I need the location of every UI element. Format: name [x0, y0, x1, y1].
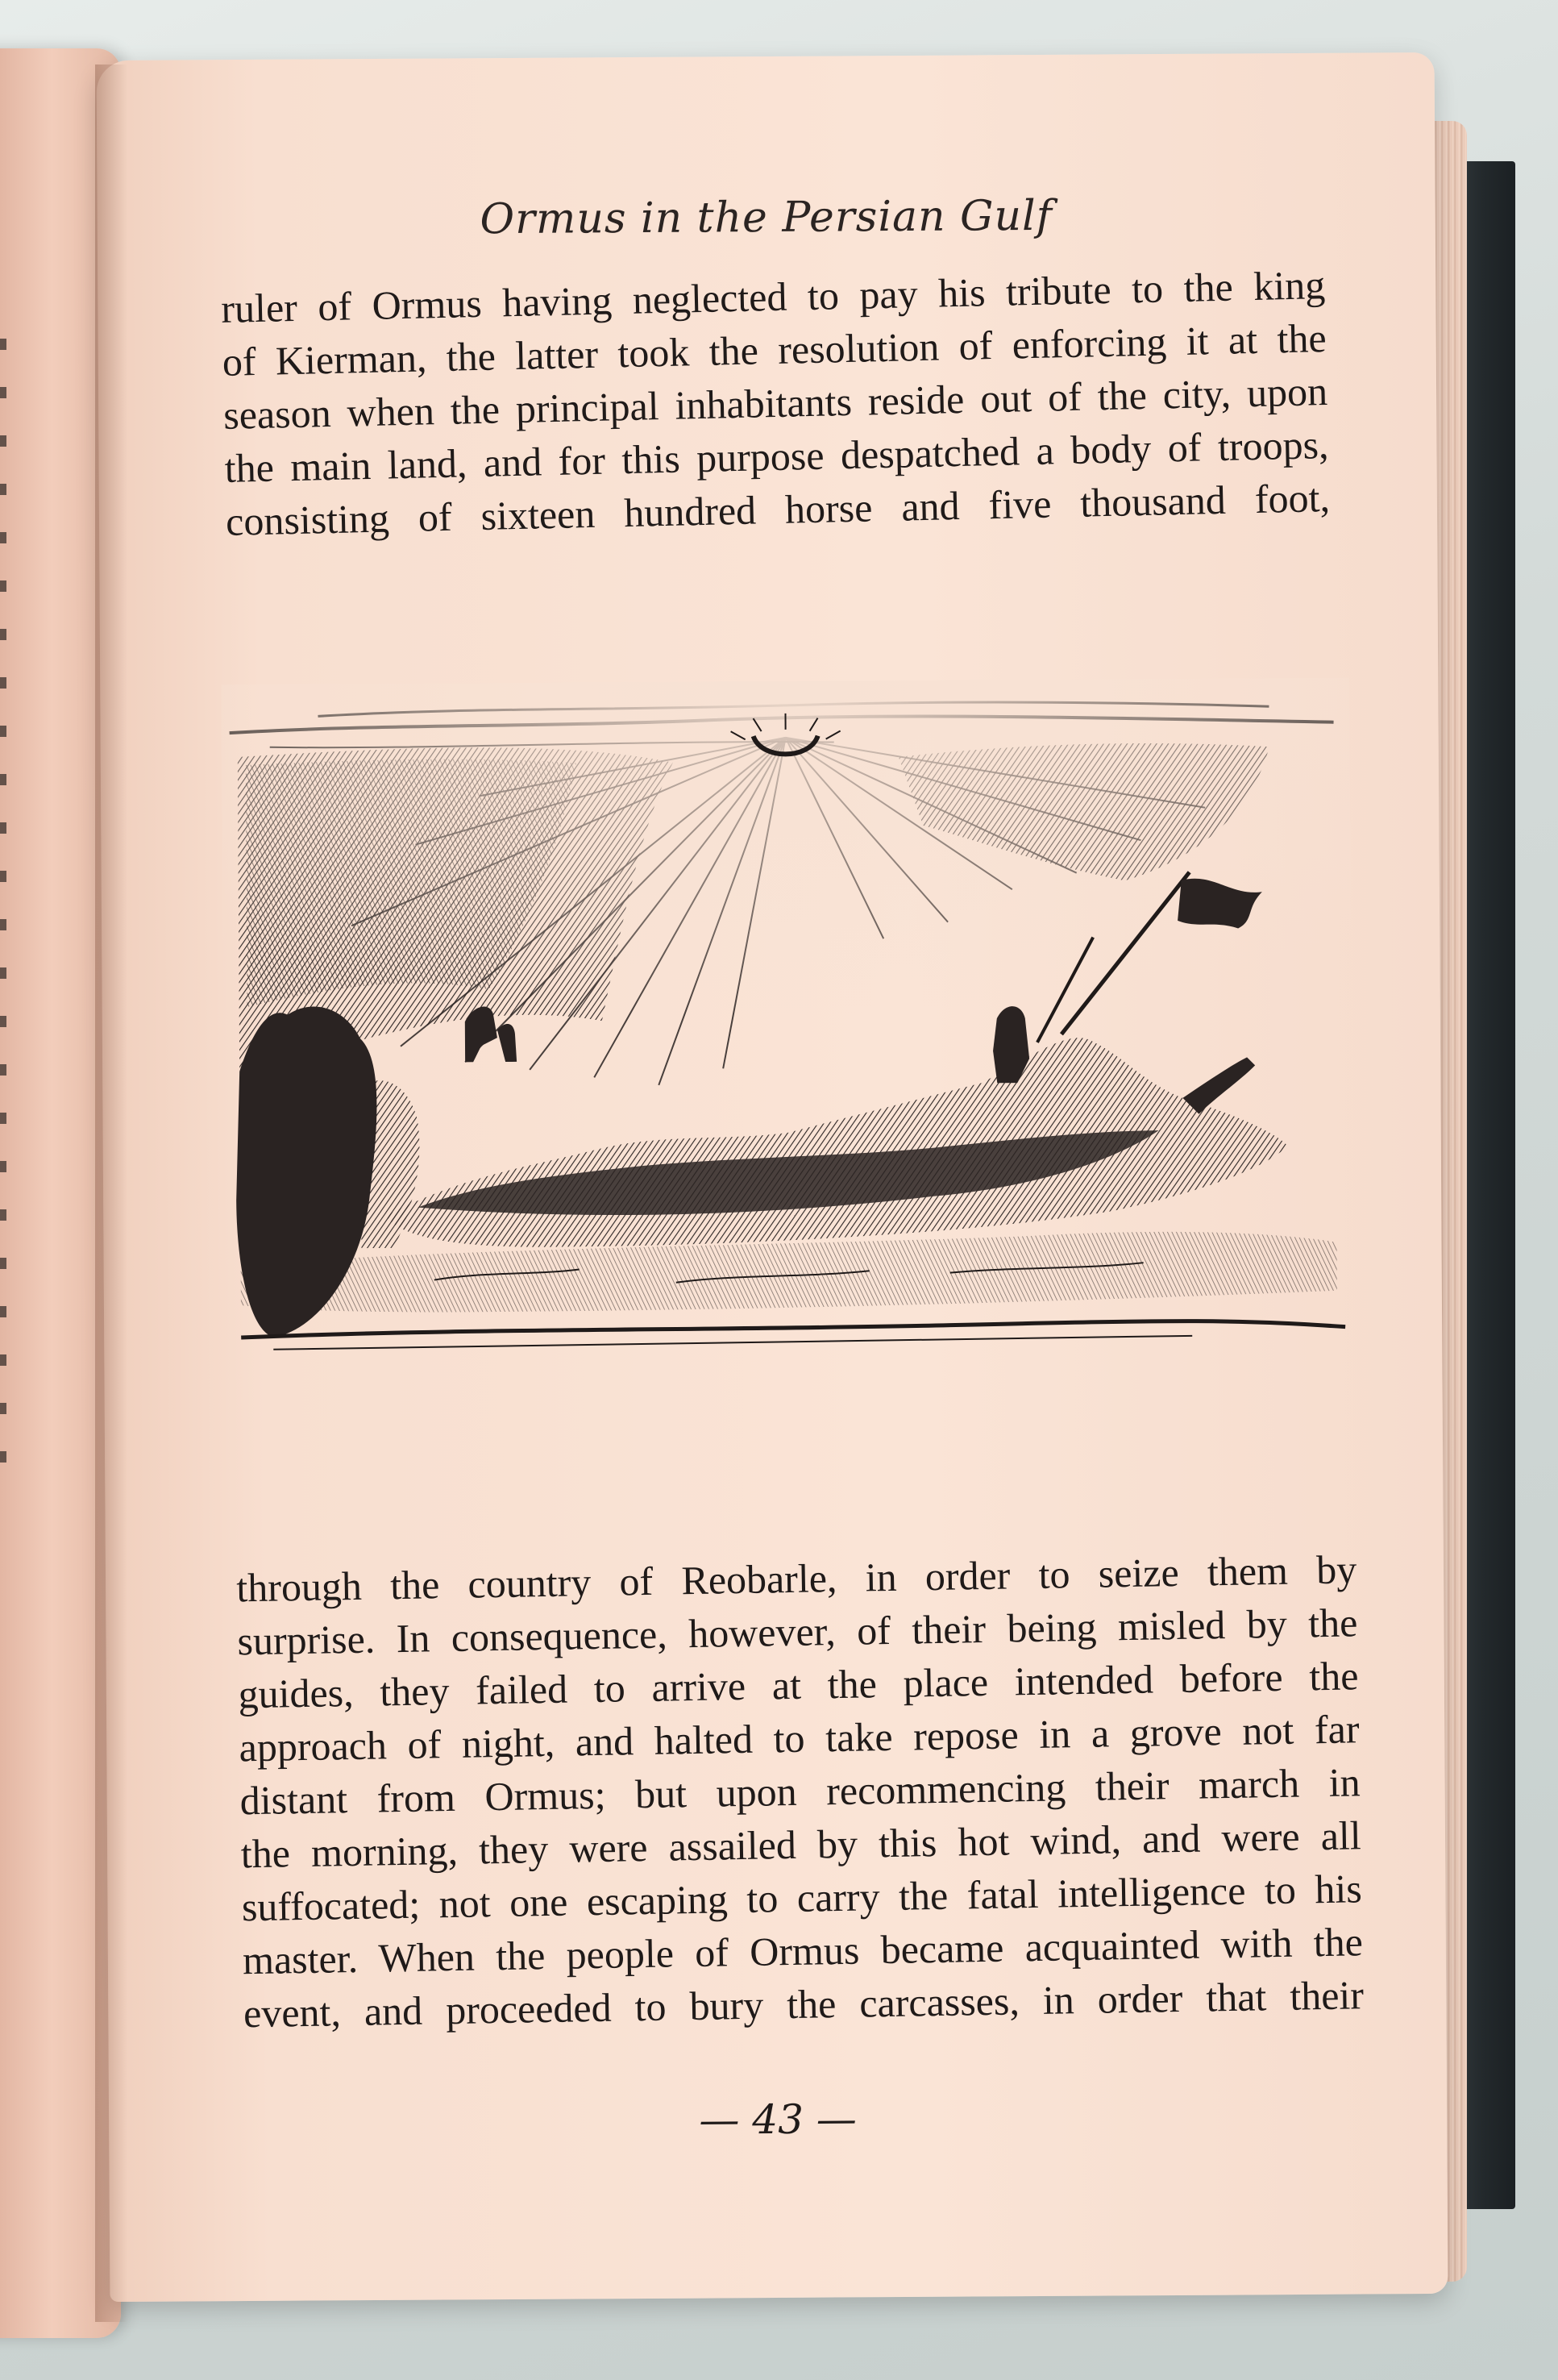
text-line: the main land, and for this purpose despatched a body of troops, — [224, 422, 1330, 491]
text-line: through the country of Reobarle, in order to seize them by — [235, 1546, 1357, 1611]
page-number: — 43 — — [699, 2095, 858, 2144]
running-head: Ormus in the Persian Gulf — [480, 191, 1053, 244]
text-line: ruler of Ormus having neglected to pay his tribute to the king — [220, 262, 1326, 331]
text-line: season when the principal inhabitants reside out of the city, upon — [222, 368, 1328, 438]
text-line: of Kierman, the latter took the resolution of enforcing it at the — [222, 315, 1327, 385]
desert-sun-battlefield-illustration-icon — [221, 678, 1353, 1395]
text-line: surprise. In consequence, however, of their being misled by the — [237, 1600, 1358, 1664]
left-page-text-edge — [0, 339, 6, 1467]
text-line: the morning, they were assailed by this hot wind, and were all — [240, 1812, 1362, 1877]
text-line: event, and proceeded to bury the carcasses, in order that their — [243, 1972, 1365, 2037]
text-line: guides, they failed to arrive at the place intended before the — [238, 1653, 1359, 1717]
text-line: distant from Ormus; but upon recommencing their march in — [239, 1759, 1361, 1824]
bottom-paragraph — [236, 1542, 1365, 2040]
text-line: master. When the people of Ormus became acquainted with the — [242, 1919, 1364, 1983]
text-line: consisting of sixteen hundred horse and five thousand foot, — [225, 474, 1331, 544]
book-page — [97, 52, 1448, 2302]
text-line: suffocated; not one escaping to carry the fatal intelligence to his — [241, 1866, 1363, 1930]
book-gutter-shadow — [95, 64, 127, 2322]
text-line: approach of night, and halted to take repose in a grove not far — [239, 1706, 1360, 1770]
top-paragraph — [221, 258, 1331, 548]
